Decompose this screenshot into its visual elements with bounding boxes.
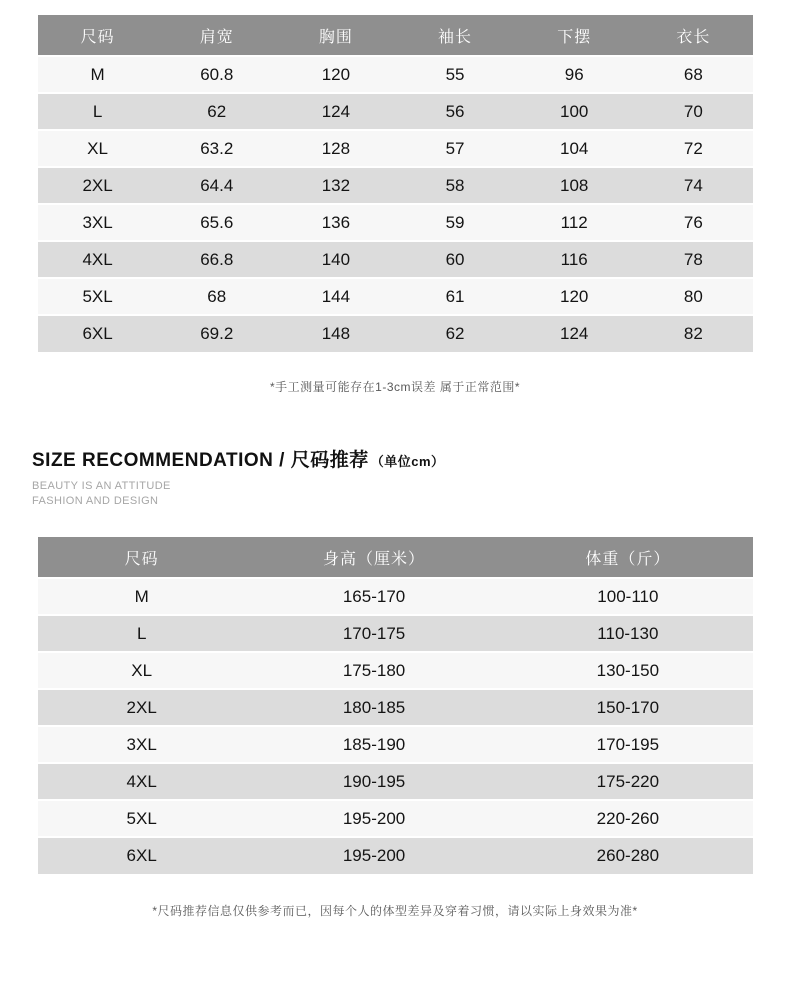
table-cell: 60 bbox=[395, 241, 514, 278]
table-cell: 220-260 bbox=[503, 800, 753, 837]
size-chart-page bbox=[0, 15, 790, 1001]
table-cell: 4XL bbox=[38, 763, 245, 800]
table-cell: 58 bbox=[395, 167, 514, 204]
table-cell: 4XL bbox=[38, 241, 157, 278]
table-row bbox=[38, 652, 753, 689]
table-row bbox=[38, 615, 753, 652]
table-cell: 170-175 bbox=[245, 615, 502, 652]
table-cell: XL bbox=[38, 130, 157, 167]
table-cell: 100 bbox=[515, 93, 634, 130]
table-cell: 128 bbox=[276, 130, 395, 167]
table-cell: 185-190 bbox=[245, 726, 502, 763]
table-cell: 175-220 bbox=[503, 763, 753, 800]
section-subtitle-line2: FASHION AND DESIGN bbox=[32, 495, 159, 507]
table-cell: 5XL bbox=[38, 278, 157, 315]
column-header: 肩宽 bbox=[157, 15, 276, 56]
table-cell: 56 bbox=[395, 93, 514, 130]
table-row bbox=[38, 56, 753, 93]
table-cell: 66.8 bbox=[157, 241, 276, 278]
table-cell: 100-110 bbox=[503, 578, 753, 615]
table-row bbox=[38, 278, 753, 315]
table-cell: 165-170 bbox=[245, 578, 502, 615]
table-row bbox=[38, 93, 753, 130]
column-header: 身高（厘米） bbox=[245, 537, 502, 578]
table-row bbox=[38, 167, 753, 204]
table-cell: 57 bbox=[395, 130, 514, 167]
table-cell: 6XL bbox=[38, 315, 157, 352]
table-header-row bbox=[38, 15, 753, 56]
table-cell: 55 bbox=[395, 56, 514, 93]
recommendation-table bbox=[38, 537, 753, 874]
table-cell: 3XL bbox=[38, 204, 157, 241]
table-cell: 70 bbox=[634, 93, 753, 130]
table-cell: 59 bbox=[395, 204, 514, 241]
table-cell: 110-130 bbox=[503, 615, 753, 652]
section-subtitle-line1: BEAUTY IS AN ATTITUDE bbox=[32, 480, 171, 492]
table-row bbox=[38, 315, 753, 352]
table-cell: 144 bbox=[276, 278, 395, 315]
table-cell: 76 bbox=[634, 204, 753, 241]
table-cell: 260-280 bbox=[503, 837, 753, 874]
table-cell: 132 bbox=[276, 167, 395, 204]
table-cell: 2XL bbox=[38, 689, 245, 726]
table-cell: XL bbox=[38, 652, 245, 689]
table-row bbox=[38, 204, 753, 241]
table-cell: 80 bbox=[634, 278, 753, 315]
column-header: 袖长 bbox=[395, 15, 514, 56]
table-header-row bbox=[38, 537, 753, 578]
table-row bbox=[38, 763, 753, 800]
table-cell: 170-195 bbox=[503, 726, 753, 763]
table-cell: 175-180 bbox=[245, 652, 502, 689]
table-cell: 150-170 bbox=[503, 689, 753, 726]
table-cell: 96 bbox=[515, 56, 634, 93]
table-cell: 140 bbox=[276, 241, 395, 278]
table-cell: 124 bbox=[276, 93, 395, 130]
column-header: 尺码 bbox=[38, 537, 245, 578]
table-cell: 72 bbox=[634, 130, 753, 167]
table-cell: 120 bbox=[276, 56, 395, 93]
table-cell: 108 bbox=[515, 167, 634, 204]
table-cell: 61 bbox=[395, 278, 514, 315]
column-header: 衣长 bbox=[634, 15, 753, 56]
table-cell: 124 bbox=[515, 315, 634, 352]
table-cell: 74 bbox=[634, 167, 753, 204]
table-cell: 148 bbox=[276, 315, 395, 352]
column-header: 下摆 bbox=[515, 15, 634, 56]
table-cell: 68 bbox=[157, 278, 276, 315]
table-cell: 120 bbox=[515, 278, 634, 315]
table-cell: 112 bbox=[515, 204, 634, 241]
table-cell: 62 bbox=[395, 315, 514, 352]
table-cell: 82 bbox=[634, 315, 753, 352]
table-cell: 190-195 bbox=[245, 763, 502, 800]
table-cell: 65.6 bbox=[157, 204, 276, 241]
table-cell: 6XL bbox=[38, 837, 245, 874]
table-row bbox=[38, 578, 753, 615]
table-cell: 68 bbox=[634, 56, 753, 93]
column-header: 尺码 bbox=[38, 15, 157, 56]
table-cell: 180-185 bbox=[245, 689, 502, 726]
table-row bbox=[38, 241, 753, 278]
table-cell: 195-200 bbox=[245, 837, 502, 874]
table-cell: 64.4 bbox=[157, 167, 276, 204]
table-cell: M bbox=[38, 578, 245, 615]
table-row bbox=[38, 689, 753, 726]
table-row bbox=[38, 837, 753, 874]
table-cell: 136 bbox=[276, 204, 395, 241]
measurement-note: *手工测量可能存在1-3cm误差 属于正常范围* bbox=[269, 380, 520, 394]
measurement-table bbox=[38, 15, 753, 352]
recommendation-note: *尺码推荐信息仅供参考而已，因每个人的体型差异及穿着习惯，请以实际上身效果为准* bbox=[152, 904, 638, 918]
table-cell: 130-150 bbox=[503, 652, 753, 689]
table-row bbox=[38, 130, 753, 167]
table-cell: 69.2 bbox=[157, 315, 276, 352]
column-header: 体重（斤） bbox=[503, 537, 753, 578]
column-header: 胸围 bbox=[276, 15, 395, 56]
table-cell: 195-200 bbox=[245, 800, 502, 837]
table-cell: 104 bbox=[515, 130, 634, 167]
table-row bbox=[38, 726, 753, 763]
section-title-text: SIZE RECOMMENDATION / 尺码推荐 bbox=[32, 450, 369, 471]
table-cell: 63.2 bbox=[157, 130, 276, 167]
table-cell: L bbox=[38, 93, 157, 130]
table-row bbox=[38, 800, 753, 837]
table-cell: 116 bbox=[515, 241, 634, 278]
table-cell: 5XL bbox=[38, 800, 245, 837]
table-cell: L bbox=[38, 615, 245, 652]
table-cell: 78 bbox=[634, 241, 753, 278]
table-cell: M bbox=[38, 56, 157, 93]
table-cell: 3XL bbox=[38, 726, 245, 763]
table-cell: 62 bbox=[157, 93, 276, 130]
section-title-unit: （单位cm） bbox=[370, 454, 445, 469]
section-title bbox=[32, 449, 790, 474]
section-heading bbox=[32, 449, 790, 509]
table-cell: 2XL bbox=[38, 167, 157, 204]
table-cell: 60.8 bbox=[157, 56, 276, 93]
